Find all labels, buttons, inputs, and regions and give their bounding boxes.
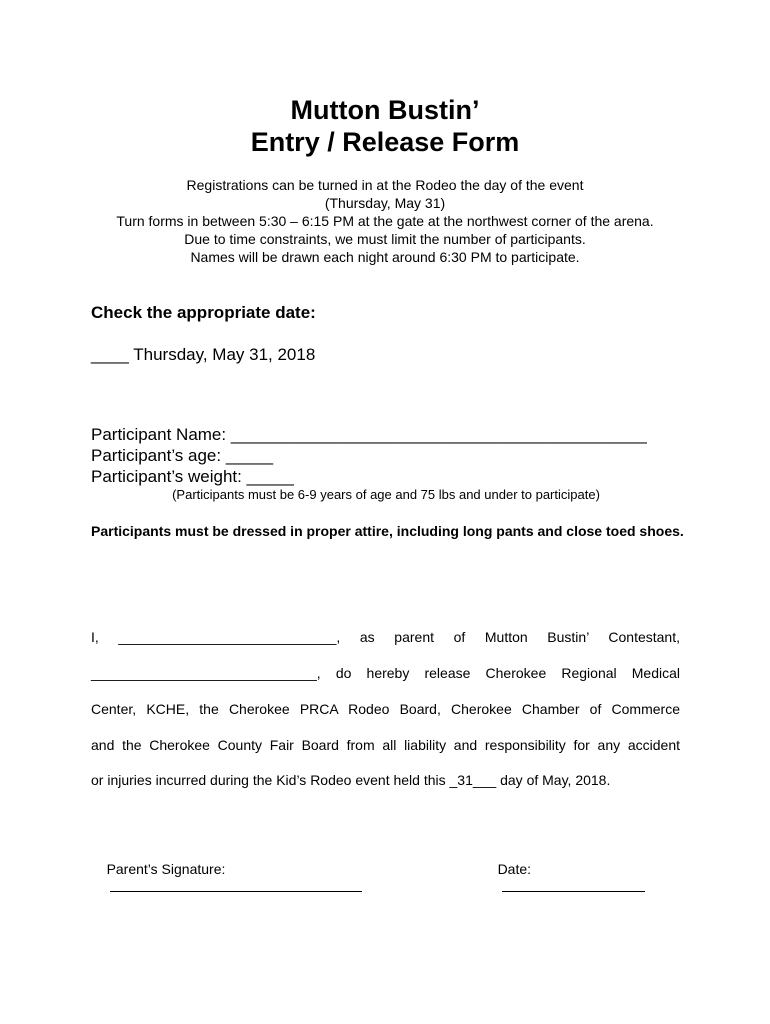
attire-notice: Participants must be dressed in proper attire, including long pants and close toed shoes.	[91, 523, 684, 539]
intro-line: Registrations can be turned in at the Rodeo the day of the event	[186, 177, 584, 193]
date-row	[482, 844, 645, 913]
intro-line: (Thursday, May 31)	[324, 195, 446, 211]
release-line: Center, KCHE, the Cherokee PRCA Rodeo Board, Cherokee Chamber of Commerce	[91, 701, 680, 717]
form-title: Mutton Bustin’	[290, 95, 480, 125]
participant-name-field[interactable]: Participant Name: ____________________________________________	[91, 425, 647, 444]
release-line: and the Cherokee County Fair Board from all liability and responsibility for any accident	[91, 737, 680, 753]
release-line[interactable]: _____________________________, do hereby release Cherokee Regional Medical	[91, 665, 680, 681]
participant-age-field[interactable]: Participant’s age: _____	[91, 446, 274, 465]
intro-line: Names will be drawn each night around 6:30 PM to participate.	[190, 249, 580, 265]
form-subtitle: Entry / Release Form	[250, 127, 520, 157]
date-option-checkbox[interactable]: ____ Thursday, May 31, 2018	[91, 345, 316, 364]
release-line: or injuries incurred during the Kid’s Rodeo event held this _31___ day of May, 2018.	[91, 772, 611, 788]
participant-weight-field[interactable]: Participant’s weight: _____	[91, 467, 294, 486]
intro-line: Turn forms in between 5:30 – 6:15 PM at the gate at the northwest corner of the arena.	[116, 213, 654, 229]
parent-signature-label: Parent’s Signature:	[106, 861, 226, 877]
date-line[interactable]	[502, 878, 645, 892]
date-label: Date:	[497, 861, 532, 877]
intro-line: Due to time constraints, we must limit the number of participants.	[184, 231, 586, 247]
parent-signature-row	[91, 844, 362, 913]
date-section-heading: Check the appropriate date:	[91, 303, 316, 322]
participant-eligibility-note: (Participants must be 6-9 years of age and 75 lbs and under to participate)	[172, 487, 600, 502]
release-line[interactable]: I, ____________________________, as parent of Mutton Bustin’ Contestant,	[91, 629, 680, 645]
parent-signature-line[interactable]	[110, 878, 362, 892]
